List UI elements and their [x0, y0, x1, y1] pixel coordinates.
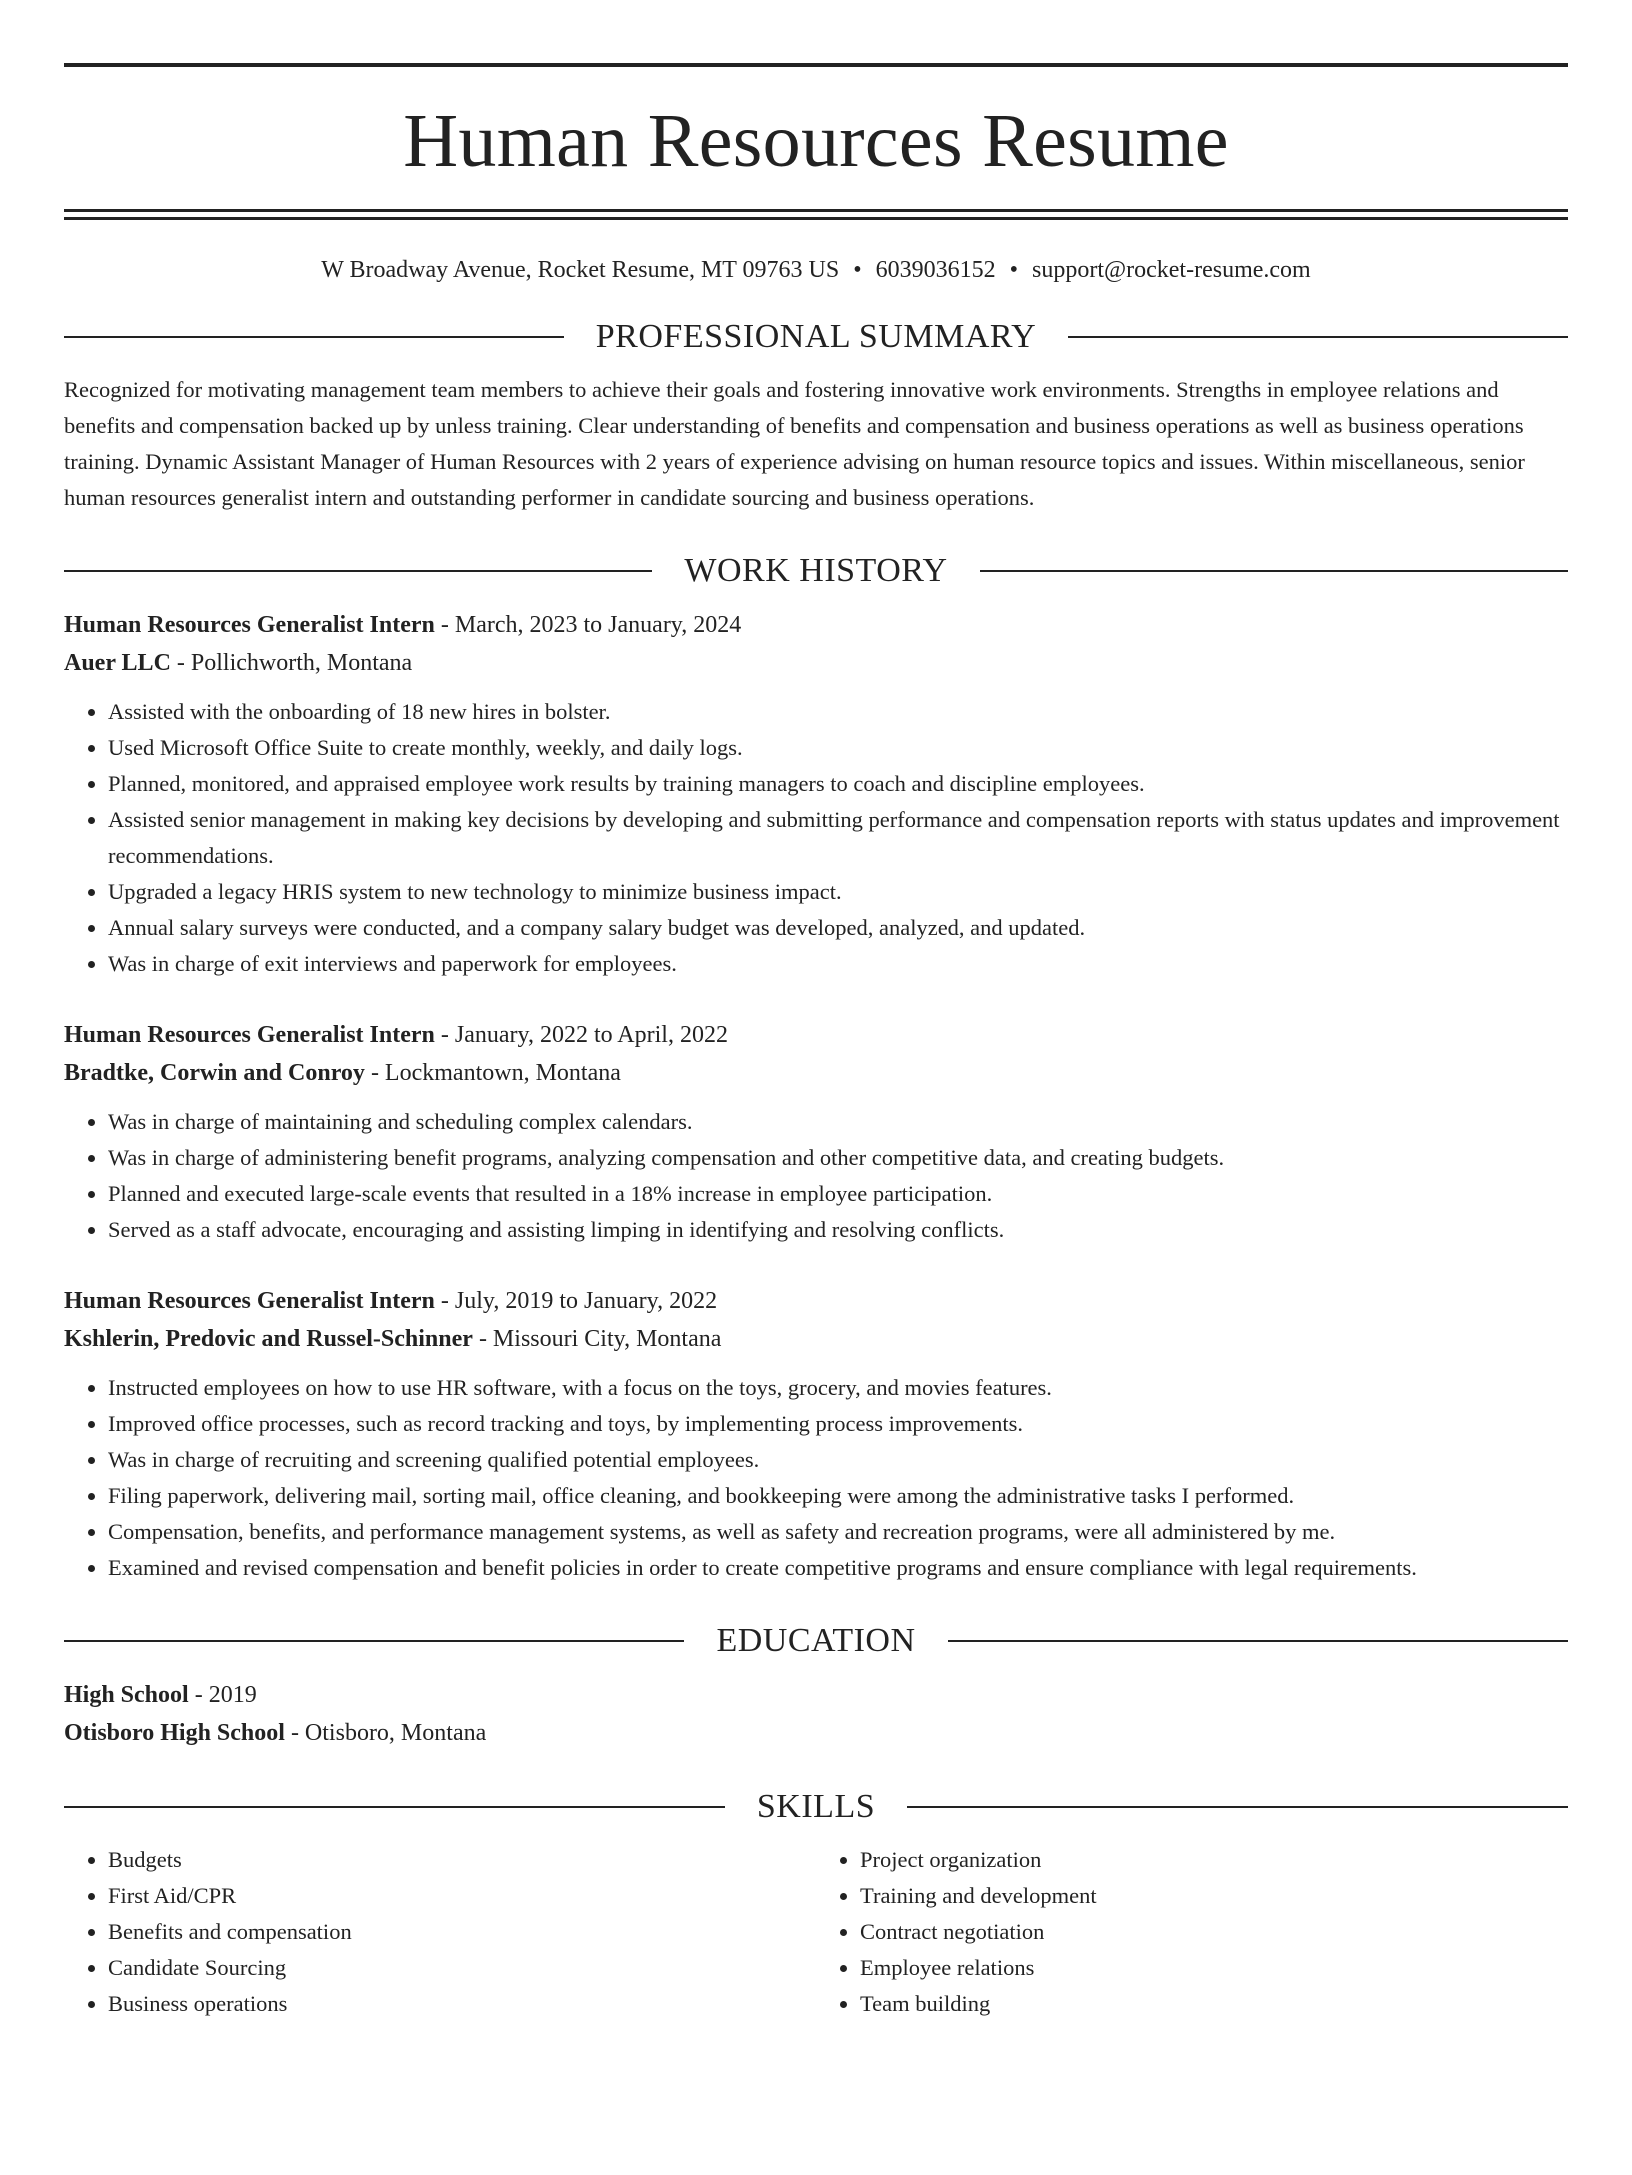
section-rule-left	[64, 570, 652, 572]
list-item: • Served as a staff advocate, encouraging and assisting limping in identifying and resolving conflicts.	[108, 1212, 1568, 1248]
education-degree-line	[64, 1676, 1568, 1714]
summary-paragraph: Recognized for motivating management team members to achieve their goals and fostering innovative work environments. Strengths in employee relations and benefits and compensation backed up by unless training. Clear understanding of benefits and compensation and business operations as well as business operations training. Dynamic Assistant Manager of Human Resources with 2 years of experience advising on human resource topics and issues. Within miscellaneous, senior human resources generalist intern and outstanding performer in candidate sourcing and business operations.	[64, 377, 1525, 510]
list-item: • Instructed employees on how to use HR software, with a focus on the toys, grocery, and movies features.	[108, 1370, 1568, 1406]
section-header-work-history	[64, 554, 1568, 588]
contact-separator: •	[853, 257, 862, 283]
job-company: Kshlerin, Predovic and Russel-Schinner	[64, 1326, 473, 1352]
list-item: • Candidate Sourcing	[108, 1950, 816, 1986]
education-degree: High School	[64, 1682, 189, 1708]
list-item: • Assisted senior management in making key decisions by developing and submitting performance and compensation reports with status updates and improvement recommendations.	[108, 802, 1568, 874]
list-item: • Was in charge of maintaining and scheduling complex calendars.	[108, 1104, 1568, 1140]
list-item: • Planned, monitored, and appraised employee work results by training managers to coach and discipline employees.	[108, 766, 1568, 802]
section-title: PROFESSIONAL SUMMARY	[595, 318, 1037, 355]
list-item: • Team building	[860, 1986, 1568, 2022]
job-title: Human Resources Generalist Intern	[64, 612, 435, 638]
list-item: • Employee relations	[860, 1950, 1568, 1986]
job-title: Human Resources Generalist Intern	[64, 1288, 435, 1314]
job-entry	[64, 1282, 1568, 1586]
contact-address: W Broadway Avenue, Rocket Resume, MT 09763 US	[321, 257, 840, 283]
list-item: • First Aid/CPR	[108, 1878, 816, 1914]
job-entry	[64, 606, 1568, 982]
job-bullets	[64, 1104, 1568, 1248]
list-item: • Upgraded a legacy HRIS system to new technology to minimize business impact.	[108, 874, 1568, 910]
list-item: • Compensation, benefits, and performance management systems, as well as safety and recreation programs, were all administered by me.	[108, 1514, 1568, 1550]
job-dates: - July, 2019 to January, 2022	[434, 1288, 718, 1314]
list-item: • Examined and revised compensation and benefit policies in order to create competitive programs and ensure compliance with legal requirements.	[108, 1550, 1568, 1586]
section-title: WORK HISTORY	[684, 552, 948, 589]
job-dates: - January, 2022 to April, 2022	[434, 1022, 728, 1048]
list-item: • Budgets	[108, 1842, 816, 1878]
contact-email: support@rocket-resume.com	[1032, 257, 1311, 283]
section-header-education	[64, 1624, 1568, 1658]
section-rule-left	[64, 1640, 684, 1642]
job-bullets	[64, 694, 1568, 982]
education-year: - 2019	[188, 1682, 257, 1708]
list-item: • Business operations	[108, 1986, 816, 2022]
list-item: • Contract negotiation	[860, 1914, 1568, 1950]
job-company-line	[64, 1054, 1568, 1092]
job-title-line	[64, 1016, 1568, 1054]
contact-separator: •	[1009, 257, 1019, 283]
job-title-line	[64, 1282, 1568, 1320]
list-item: • Assisted with the onboarding of 18 new hires in bolster.	[108, 694, 1568, 730]
job-company-line	[64, 1320, 1568, 1358]
job-location: - Pollichworth, Montana	[170, 650, 413, 676]
section-rule-left	[64, 336, 564, 338]
job-company-line	[64, 644, 1568, 682]
job-company: Bradtke, Corwin and Conroy	[64, 1060, 365, 1086]
job-company: Auer LLC	[64, 650, 171, 676]
education-school: Otisboro High School	[64, 1720, 285, 1746]
education-location: - Otisboro, Montana	[284, 1720, 487, 1746]
list-item: • Benefits and compensation	[108, 1914, 816, 1950]
page-title: Human Resources Resume	[403, 99, 1229, 183]
skills-list-right	[816, 1842, 1568, 2022]
list-item: • Was in charge of exit interviews and paperwork for employees.	[108, 946, 1568, 982]
section-rule-right	[907, 1806, 1568, 1808]
contact-phone: 6039036152	[875, 257, 996, 283]
job-title: Human Resources Generalist Intern	[64, 1022, 435, 1048]
list-item: • Was in charge of recruiting and screening qualified potential employees.	[108, 1442, 1568, 1478]
list-item: • Annual salary surveys were conducted, and a company salary budget was developed, analyzed, and updated.	[108, 910, 1568, 946]
section-rule-right	[1068, 336, 1568, 338]
section-header-summary	[64, 320, 1568, 354]
section-title: SKILLS	[756, 1788, 876, 1825]
job-entry	[64, 1016, 1568, 1248]
title-double-rule	[64, 209, 1568, 220]
section-header-skills	[64, 1790, 1568, 1824]
section-title: EDUCATION	[716, 1622, 916, 1659]
skills-list-left	[64, 1842, 816, 2022]
list-item: • Planned and executed large-scale events that resulted in a 18% increase in employee participation.	[108, 1176, 1568, 1212]
job-location: - Missouri City, Montana	[472, 1326, 722, 1352]
skills-columns	[64, 1842, 1568, 2022]
top-rule	[64, 63, 1568, 67]
list-item: • Training and development	[860, 1878, 1568, 1914]
section-rule-left	[64, 1806, 725, 1808]
job-bullets	[64, 1370, 1568, 1586]
contact-line	[64, 258, 1568, 282]
list-item: • Filing paperwork, delivering mail, sorting mail, office cleaning, and bookkeeping were among the administrative tasks I performed.	[108, 1478, 1568, 1514]
list-item: • Was in charge of administering benefit programs, analyzing compensation and other competitive data, and creating budgets.	[108, 1140, 1568, 1176]
section-rule-right	[980, 570, 1568, 572]
education-school-line	[64, 1714, 1568, 1752]
list-item: • Used Microsoft Office Suite to create monthly, weekly, and daily logs.	[108, 730, 1568, 766]
list-item: • Project organization	[860, 1842, 1568, 1878]
list-item: • Improved office processes, such as record tracking and toys, by implementing process improvements.	[108, 1406, 1568, 1442]
job-title-line	[64, 606, 1568, 644]
job-location: - Lockmantown, Montana	[364, 1060, 621, 1086]
section-rule-right	[948, 1640, 1568, 1642]
resume-page	[0, 63, 1632, 2175]
job-dates: - March, 2023 to January, 2024	[434, 612, 742, 638]
